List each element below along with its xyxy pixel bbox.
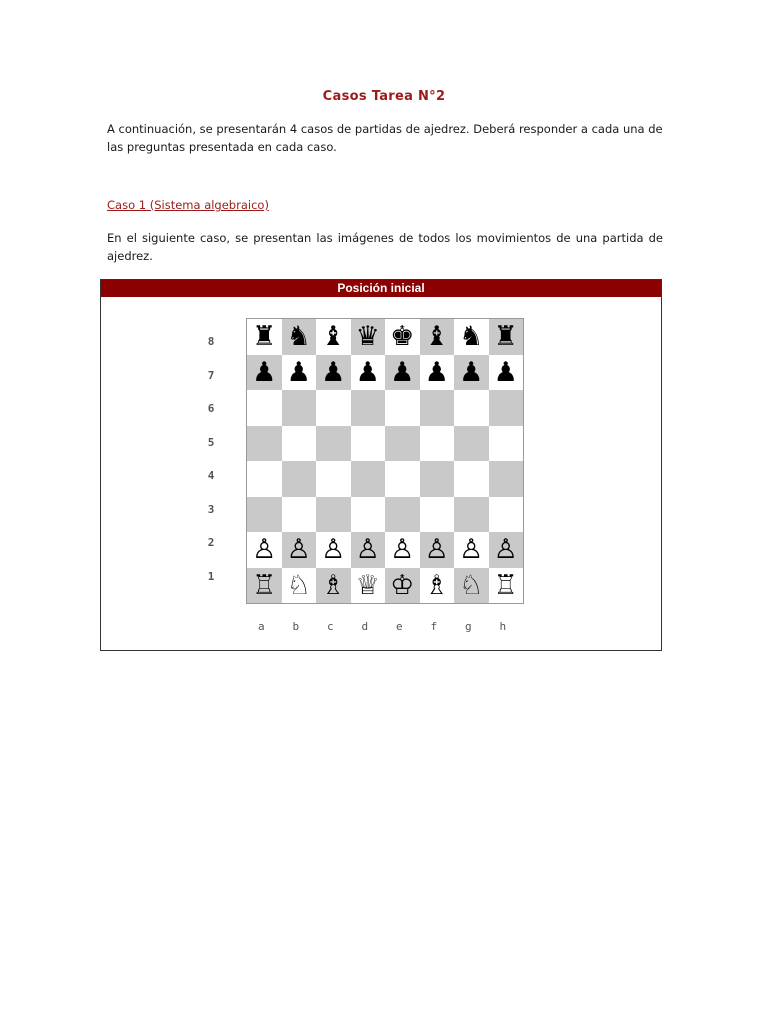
- square-e7: ♟: [385, 355, 420, 391]
- square-b1: ♘: [282, 568, 317, 604]
- square-d1: ♕: [351, 568, 386, 604]
- square-c8: ♝: [316, 319, 351, 355]
- square-a5: [247, 426, 282, 462]
- square-f3: [420, 497, 455, 533]
- square-h3: [489, 497, 524, 533]
- case-description: En el siguiente caso, se presentan las imágenes de todos los movimientos de una partida de ajedrez.: [107, 231, 663, 263]
- square-g4: [454, 461, 489, 497]
- square-c5: [316, 426, 351, 462]
- square-f4: [420, 461, 455, 497]
- square-c3: [316, 497, 351, 533]
- case-heading: Caso 1 (Sistema algebraico): [107, 198, 269, 212]
- square-c1: ♗: [316, 568, 351, 604]
- square-f5: [420, 426, 455, 462]
- square-a4: [247, 461, 282, 497]
- square-d8: ♛: [351, 319, 386, 355]
- rank-label: 3: [207, 502, 215, 516]
- square-e3: [385, 497, 420, 533]
- square-a8: ♜: [247, 319, 282, 355]
- square-h2: ♙: [489, 532, 524, 568]
- square-e1: ♔: [385, 568, 420, 604]
- square-f1: ♗: [420, 568, 455, 604]
- square-g8: ♞: [454, 319, 489, 355]
- square-e8: ♚: [385, 319, 420, 355]
- square-g5: [454, 426, 489, 462]
- file-label: b: [292, 620, 300, 633]
- square-e6: [385, 390, 420, 426]
- square-b7: ♟: [282, 355, 317, 391]
- square-c4: [316, 461, 351, 497]
- chess-board: [246, 318, 524, 604]
- square-d3: [351, 497, 386, 533]
- square-f8: ♝: [420, 319, 455, 355]
- intro-paragraph: A continuación, se presentarán 4 casos de partidas de ajedrez. Deberá responder a cada una de las preguntas presentada en cada caso.: [107, 122, 663, 154]
- square-a3: [247, 497, 282, 533]
- square-h8: ♜: [489, 319, 524, 355]
- square-d6: [351, 390, 386, 426]
- square-h1: ♖: [489, 568, 524, 604]
- panel-header: Posición inicial: [101, 280, 661, 297]
- square-h4: [489, 461, 524, 497]
- square-h7: ♟: [489, 355, 524, 391]
- square-b3: [282, 497, 317, 533]
- square-h5: [489, 426, 524, 462]
- square-b4: [282, 461, 317, 497]
- square-d2: ♙: [351, 532, 386, 568]
- rank-label: 4: [207, 469, 215, 482]
- square-g2: ♙: [454, 532, 489, 568]
- document-title: Casos Tarea N°2: [322, 89, 446, 104]
- square-g1: ♘: [454, 568, 489, 604]
- square-a1: ♖: [247, 568, 282, 604]
- square-c2: ♙: [316, 532, 351, 568]
- square-a6: [247, 390, 282, 426]
- file-label: a: [257, 620, 265, 633]
- square-e2: ♙: [385, 532, 420, 568]
- square-b6: [282, 390, 317, 426]
- square-a2: ♙: [247, 532, 282, 568]
- file-label: e: [395, 620, 403, 633]
- rank-label: 5: [207, 435, 215, 449]
- square-b2: ♙: [282, 532, 317, 568]
- square-d4: [351, 461, 386, 497]
- square-d5: [351, 426, 386, 462]
- file-label: d: [361, 620, 369, 633]
- rank-label: 6: [207, 402, 215, 415]
- rank-label: 7: [207, 368, 215, 382]
- square-e4: [385, 461, 420, 497]
- chess-position-panel: [100, 279, 662, 651]
- square-f6: [420, 390, 455, 426]
- square-b8: ♞: [282, 319, 317, 355]
- square-c6: [316, 390, 351, 426]
- square-b5: [282, 426, 317, 462]
- square-g3: [454, 497, 489, 533]
- file-label: g: [464, 620, 472, 633]
- square-g7: ♟: [454, 355, 489, 391]
- square-g6: [454, 390, 489, 426]
- rank-label: 1: [207, 569, 215, 583]
- square-h6: [489, 390, 524, 426]
- rank-label: 8: [207, 335, 215, 348]
- square-e5: [385, 426, 420, 462]
- file-label: f: [430, 620, 438, 633]
- rank-label: 2: [207, 536, 215, 549]
- square-d7: ♟: [351, 355, 386, 391]
- square-f2: ♙: [420, 532, 455, 568]
- square-c7: ♟: [316, 355, 351, 391]
- file-label: c: [326, 620, 334, 633]
- square-f7: ♟: [420, 355, 455, 391]
- square-a7: ♟: [247, 355, 282, 391]
- file-label: h: [499, 620, 507, 633]
